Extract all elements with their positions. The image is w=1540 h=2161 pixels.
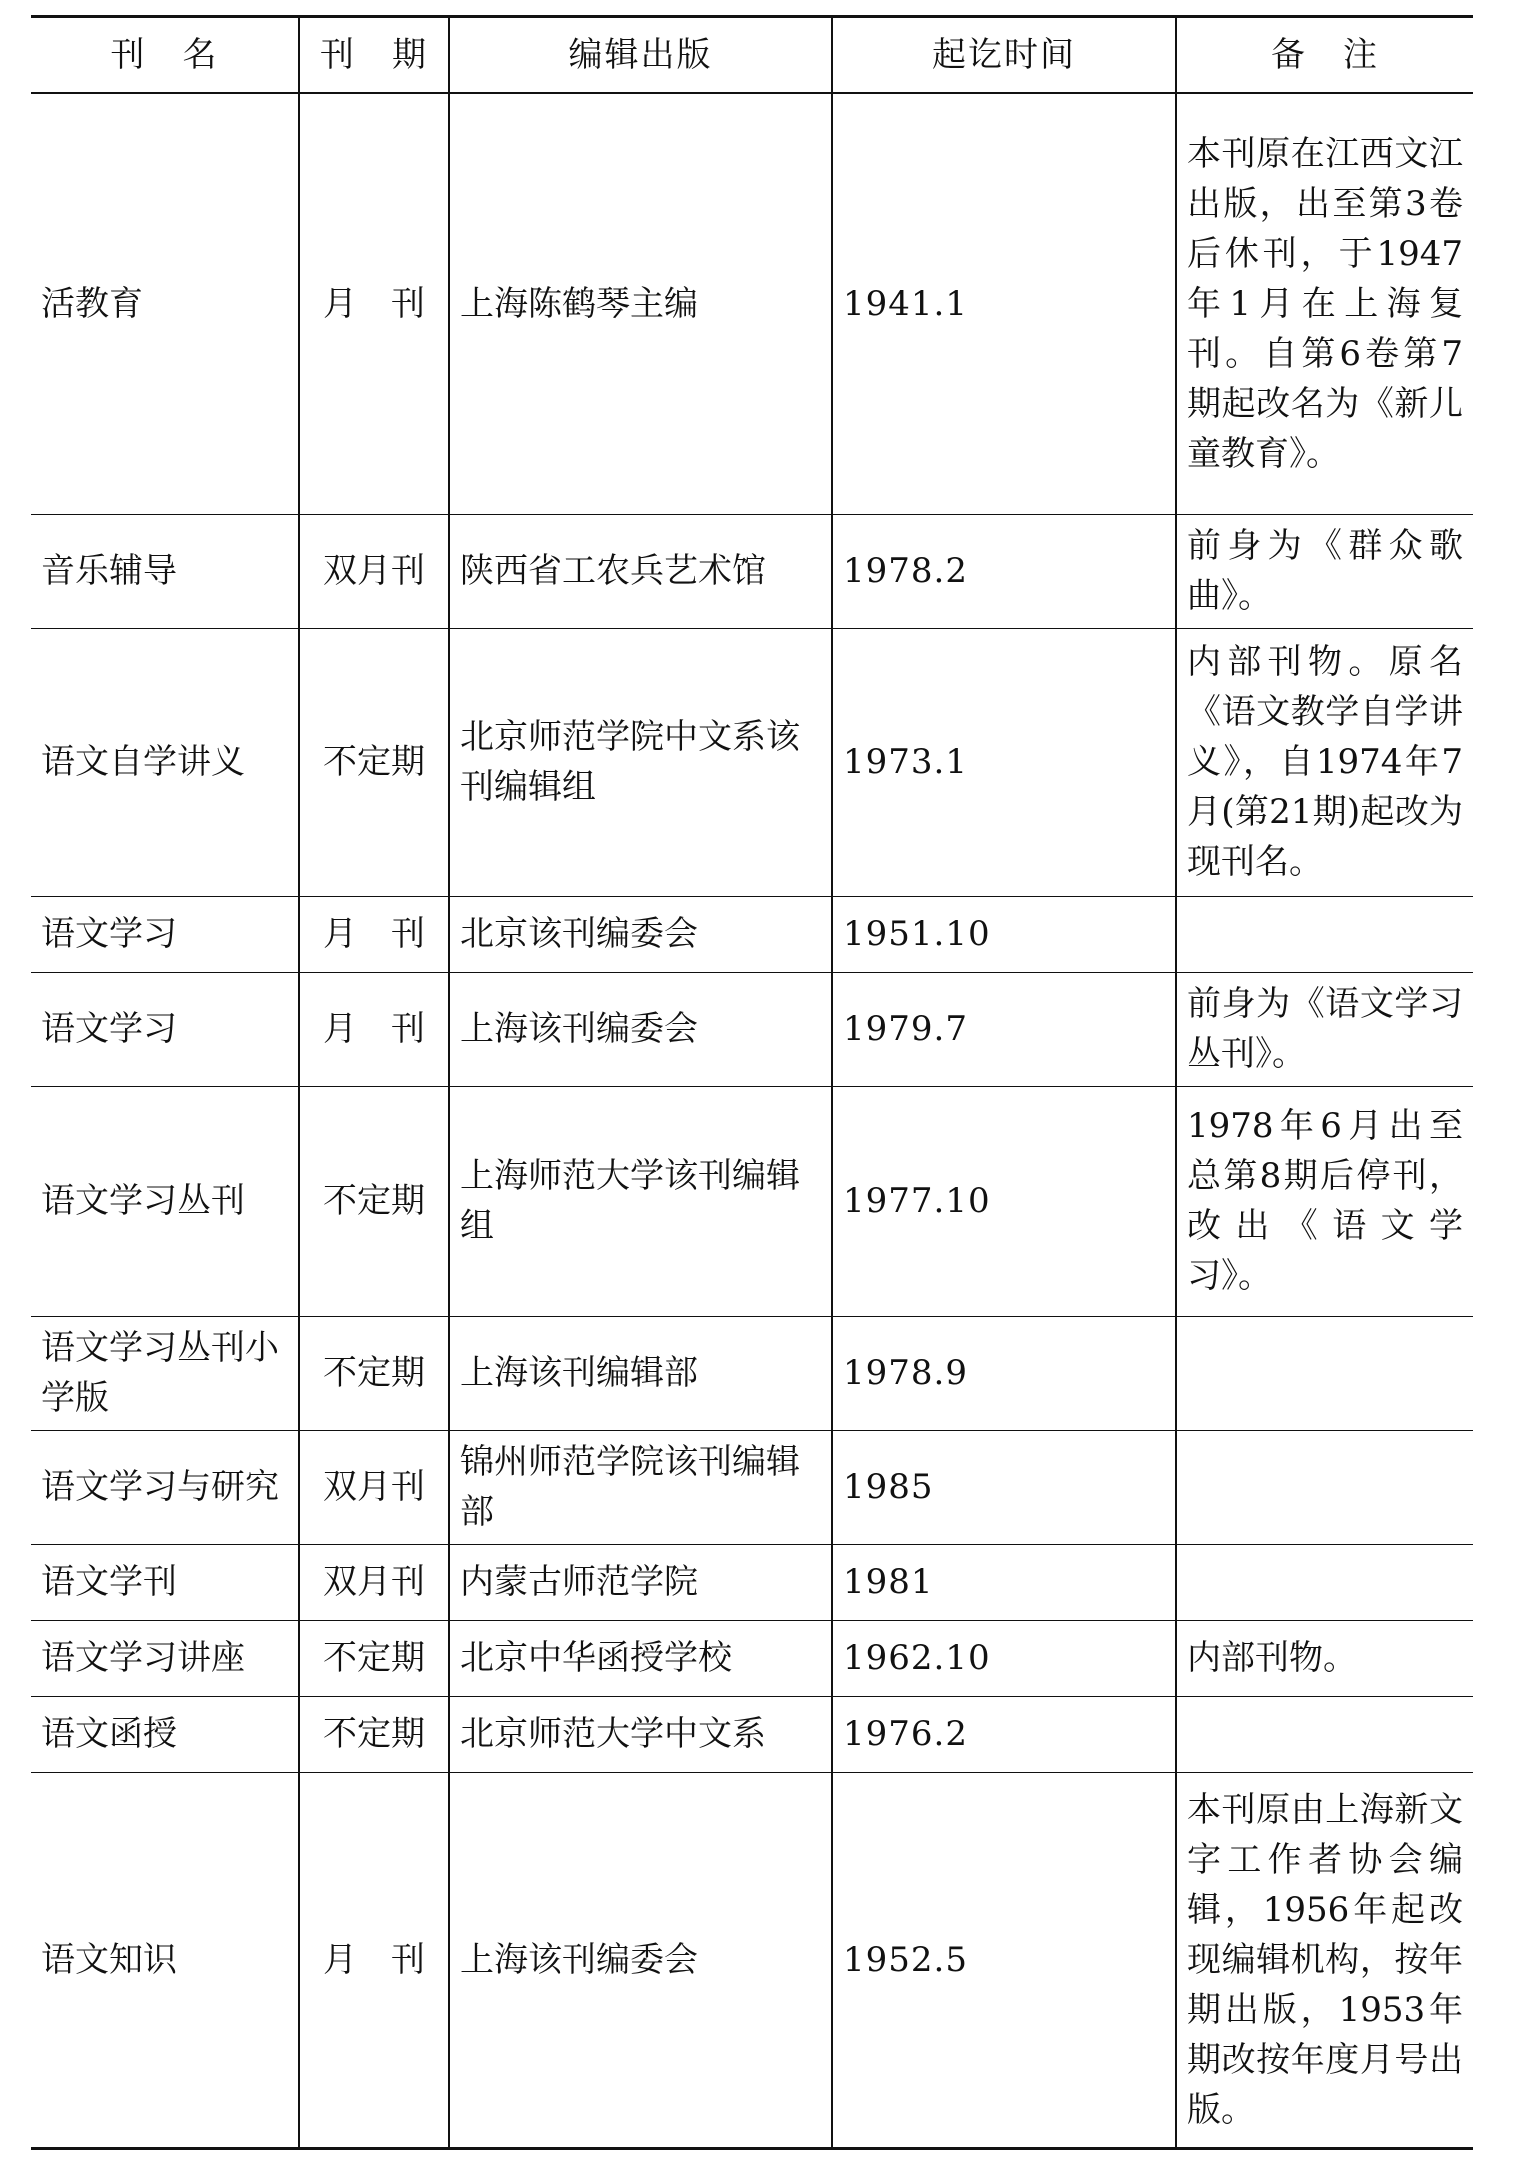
cell-frequency: 不定期	[299, 1620, 449, 1696]
cell-publisher: 上海陈鹤琴主编	[449, 93, 832, 514]
cell-frequency: 不定期	[299, 1086, 449, 1316]
table-row	[31, 1544, 1473, 1620]
table-row	[31, 628, 1473, 896]
table-row	[31, 1620, 1473, 1696]
cell-start: 1978.2	[832, 514, 1176, 628]
header-publisher: 编辑出版	[449, 17, 832, 94]
cell-publisher: 北京师范大学中文系	[449, 1696, 832, 1772]
cell-start: 1941.1	[832, 93, 1176, 514]
cell-start: 1985	[832, 1430, 1176, 1544]
cell-start: 1973.1	[832, 628, 1176, 896]
cell-start: 1977.10	[832, 1086, 1176, 1316]
cell-notes	[1176, 1544, 1473, 1620]
cell-frequency: 双月刊	[299, 1430, 449, 1544]
cell-name: 语文学习丛刊小学版	[31, 1316, 299, 1430]
cell-publisher: 上海该刊编辑部	[449, 1316, 832, 1430]
cell-name: 语文学刊	[31, 1544, 299, 1620]
cell-publisher: 北京该刊编委会	[449, 896, 832, 972]
cell-name: 语文学习与研究	[31, 1430, 299, 1544]
cell-notes	[1176, 1316, 1473, 1430]
cell-publisher: 上海该刊编委会	[449, 1772, 832, 2148]
cell-name: 语文学习讲座	[31, 1620, 299, 1696]
periodicals-table	[31, 15, 1473, 2150]
cell-publisher: 锦州师范学院该刊编辑部	[449, 1430, 832, 1544]
header-notes: 备 注	[1176, 17, 1473, 94]
cell-start: 1952.5	[832, 1772, 1176, 2148]
cell-publisher: 北京师范学院中文系该刊编辑组	[449, 628, 832, 896]
table-row	[31, 1772, 1473, 2148]
cell-notes	[1176, 1696, 1473, 1772]
cell-name: 活教育	[31, 93, 299, 514]
cell-name: 语文知识	[31, 1772, 299, 2148]
cell-start: 1978.9	[832, 1316, 1176, 1430]
cell-publisher: 内蒙古师范学院	[449, 1544, 832, 1620]
header-row	[31, 17, 1473, 94]
table-row	[31, 514, 1473, 628]
cell-start: 1962.10	[832, 1620, 1176, 1696]
cell-notes: 前身为《群众歌曲》。	[1176, 514, 1473, 628]
cell-name: 音乐辅导	[31, 514, 299, 628]
cell-notes	[1176, 896, 1473, 972]
cell-start: 1951.10	[832, 896, 1176, 972]
cell-frequency: 双月刊	[299, 1544, 449, 1620]
cell-publisher: 上海该刊编委会	[449, 972, 832, 1086]
cell-notes: 前身为《语文学习丛刊》。	[1176, 972, 1473, 1086]
cell-notes: 本刊原在江西文江出版，出至第3卷后休刊，于1947年1月在上海复刊。自第6卷第7期起改名为《新儿童教育》。	[1176, 93, 1473, 514]
cell-frequency: 不定期	[299, 1316, 449, 1430]
cell-publisher: 陕西省工农兵艺术馆	[449, 514, 832, 628]
cell-frequency: 月 刊	[299, 1772, 449, 2148]
cell-frequency: 月 刊	[299, 896, 449, 972]
table-row	[31, 896, 1473, 972]
cell-start: 1979.7	[832, 972, 1176, 1086]
table-row	[31, 1696, 1473, 1772]
cell-name: 语文学习丛刊	[31, 1086, 299, 1316]
cell-frequency: 不定期	[299, 628, 449, 896]
cell-frequency: 月 刊	[299, 972, 449, 1086]
cell-frequency: 不定期	[299, 1696, 449, 1772]
cell-name: 语文函授	[31, 1696, 299, 1772]
table-row	[31, 972, 1473, 1086]
table-row	[31, 1430, 1473, 1544]
cell-frequency: 双月刊	[299, 514, 449, 628]
cell-publisher: 上海师范大学该刊编辑组	[449, 1086, 832, 1316]
header-name: 刊 名	[31, 17, 299, 94]
cell-name: 语文自学讲义	[31, 628, 299, 896]
cell-notes	[1176, 1430, 1473, 1544]
header-frequency: 刊 期	[299, 17, 449, 94]
cell-notes: 本刊原由上海新文字工作者协会编辑，1956年起改现编辑机构，按年期出版，1953年期改按年度月号出版。	[1176, 1772, 1473, 2148]
header-start: 起讫时间	[832, 17, 1176, 94]
cell-name: 语文学习	[31, 972, 299, 1086]
table-row	[31, 1316, 1473, 1430]
table-row	[31, 1086, 1473, 1316]
table-row	[31, 93, 1473, 514]
cell-start: 1981	[832, 1544, 1176, 1620]
cell-name: 语文学习	[31, 896, 299, 972]
cell-publisher: 北京中华函授学校	[449, 1620, 832, 1696]
cell-notes: 内部刊物。	[1176, 1620, 1473, 1696]
cell-start: 1976.2	[832, 1696, 1176, 1772]
cell-notes: 内部刊物。原名《语文教学自学讲义》，自1974年7月(第21期)起改为现刊名。	[1176, 628, 1473, 896]
cell-notes: 1978年6月出至总第8期后停刊，改出《语文学习》。	[1176, 1086, 1473, 1316]
cell-frequency: 月 刊	[299, 93, 449, 514]
